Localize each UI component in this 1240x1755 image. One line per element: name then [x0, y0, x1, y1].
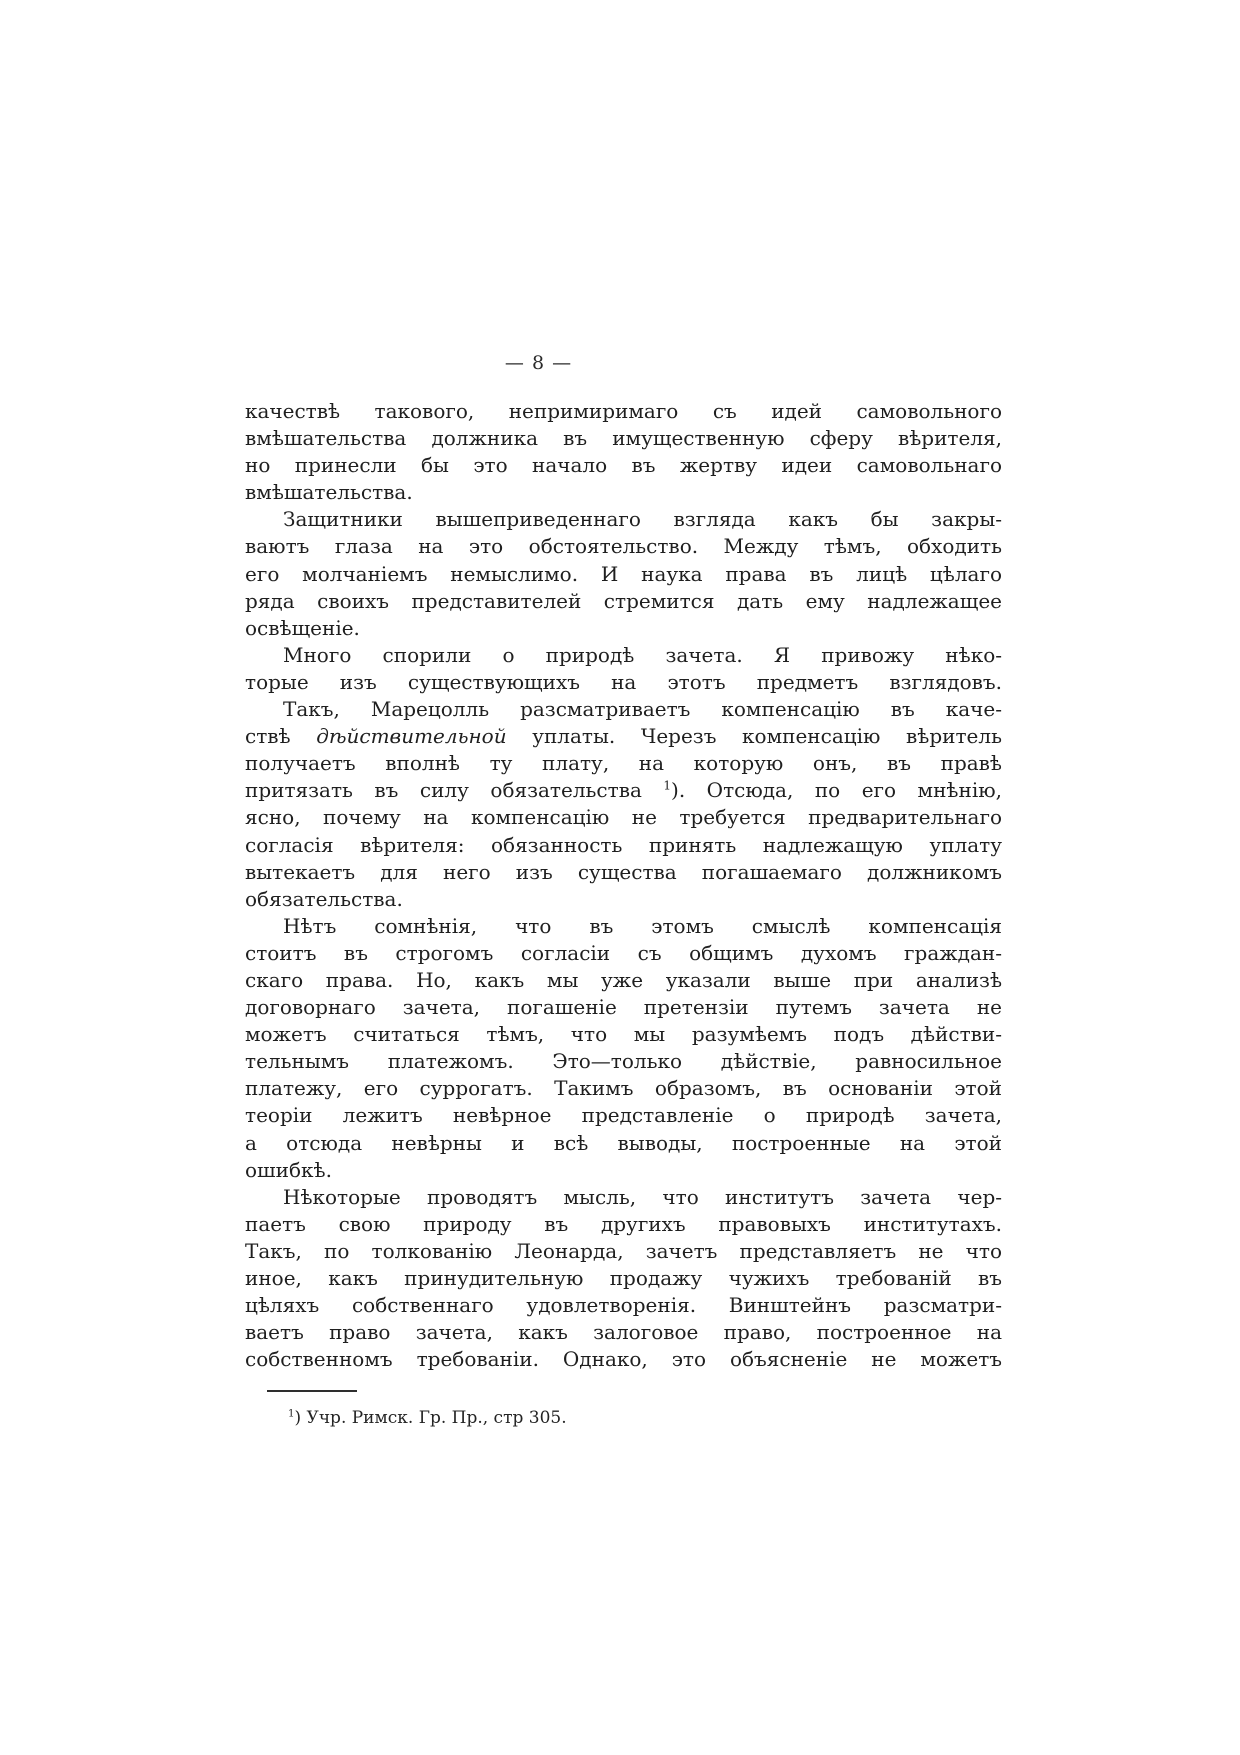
text-segment: тельнымъ платежомъ. Это—только дѣйствіе, равносильное: [245, 1049, 1002, 1074]
emphasized-text: дѣйствительной: [316, 724, 507, 749]
text-segment: цѣляхъ собственнаго удовлетворенія. Винштейнъ разсматри-: [245, 1293, 1002, 1318]
text-line: [245, 588, 1002, 615]
text-segment: уплаты. Черезъ компенсацію вѣритель: [506, 724, 1002, 749]
text-line: [245, 913, 1002, 940]
text-segment: собственномъ требованіи. Однако, это объясненіе не можетъ: [245, 1347, 1002, 1372]
text-line: [245, 1021, 1002, 1048]
text-line: [245, 723, 1002, 750]
footnote-marker: 1: [288, 1408, 295, 1420]
paragraph: [245, 696, 1002, 913]
text-line: [245, 777, 1002, 804]
text-block: [245, 398, 1002, 1373]
text-segment: притязать въ силу обязательства: [245, 778, 664, 803]
text-segment: вытекаетъ для него изъ существа погашаемаго должникомъ: [245, 859, 1002, 884]
text-line: [245, 452, 1002, 479]
text-line: [245, 940, 1002, 967]
footnote-paren: ): [294, 1408, 307, 1429]
text-segment: Такъ, по толкованію Леонарда, зачетъ представляетъ не что: [245, 1238, 1002, 1263]
text-line: [245, 533, 1002, 560]
text-line: [245, 1130, 1002, 1157]
text-line: [245, 804, 1002, 831]
paragraph: [245, 398, 1002, 506]
text-segment: но принесли бы это начало въ жертву идеи самовольнаго: [245, 453, 1002, 478]
text-segment: договорнаго зачета, погашеніе претензіи путемъ зачета не: [245, 995, 1002, 1020]
text-line: [245, 642, 1002, 669]
text-line: [245, 398, 1002, 425]
text-line: [245, 1184, 1002, 1211]
text-line: [245, 1048, 1002, 1075]
paragraph: [245, 913, 1002, 1184]
text-line: [245, 669, 1002, 696]
footnote-separator: [267, 1390, 357, 1392]
text-segment: а отсюда невѣрны и всѣ выводы, построенные на этой: [245, 1130, 1002, 1155]
text-line: [245, 696, 1002, 723]
book-page: [245, 352, 1002, 1430]
text-segment: его молчаніемъ немыслимо. И наука права въ лицѣ цѣлаго: [245, 561, 1002, 586]
text-line: [245, 994, 1002, 1021]
text-segment: согласія вѣрителя: обязанность принять надлежащую уплату: [245, 832, 1002, 857]
text-segment: скаго права. Но, какъ мы уже указали выше при анализѣ: [245, 967, 1002, 992]
text-line: [245, 615, 1002, 642]
text-segment: ошибкѣ.: [245, 1157, 332, 1182]
text-line: [245, 1292, 1002, 1319]
text-segment: обязательства.: [245, 886, 403, 911]
text-line: [245, 1265, 1002, 1292]
text-segment: Защитники вышеприведеннаго взгляда какъ бы закры-: [283, 507, 1002, 532]
text-line: [245, 886, 1002, 913]
text-segment: качествѣ такового, непримиримаго съ идей самовольного: [245, 399, 1002, 423]
text-line: [245, 1102, 1002, 1129]
text-segment: ряда своихъ представителей стремится дать ему надлежащее: [245, 588, 1002, 613]
text-segment: Такъ, Марецолль разсматриваетъ компенсацію въ каче-: [283, 697, 1002, 722]
footnote-text: Учр. Римск. Гр. Пр., стр 305.: [306, 1408, 567, 1429]
text-segment: ясно, почему на компенсацію не требуется предварительнаго: [245, 805, 1002, 830]
text-segment: ваютъ глаза на это обстоятельство. Между тѣмъ, обходить: [245, 534, 1002, 559]
text-line: [245, 750, 1002, 777]
text-segment: стоитъ въ строгомъ согласіи съ общимъ духомъ граждан-: [245, 940, 1002, 965]
text-line: [245, 425, 1002, 452]
text-segment: освѣщеніе.: [245, 615, 360, 640]
text-line: [245, 479, 1002, 506]
text-segment: ваетъ право зачета, какъ залоговое право, построенное на: [245, 1320, 1002, 1345]
text-line: [245, 1238, 1002, 1265]
text-segment: паетъ свою природу въ другихъ правовыхъ институтахъ.: [245, 1211, 1002, 1236]
text-segment: платежу, его суррогатъ. Такимъ образомъ, въ основаніи этой: [245, 1076, 1002, 1101]
text-segment: иное, какъ принудительную продажу чужихъ требованій въ: [245, 1266, 1002, 1290]
text-line: [245, 1319, 1002, 1346]
text-line: [245, 1075, 1002, 1102]
text-line: [245, 832, 1002, 859]
text-segment: Нѣтъ сомнѣнія, что въ этомъ смыслѣ компенсація: [283, 913, 1002, 938]
text-line: [245, 967, 1002, 994]
footnote: [245, 1406, 1002, 1430]
paragraph: [245, 1184, 1002, 1374]
text-line: [245, 1157, 1002, 1184]
paragraph: [245, 642, 1002, 696]
text-segment: ствѣ: [245, 724, 317, 749]
text-line: [245, 859, 1002, 886]
text-segment: теоріи лежитъ невѣрное представленіе о природѣ зачета,: [245, 1103, 1002, 1128]
text-segment: Нѣкоторые проводятъ мысль, что институтъ зачета чер-: [283, 1184, 1002, 1209]
text-line: [245, 561, 1002, 588]
text-segment: Много спорили о природѣ зачета. Я привожу нѣко-: [283, 642, 1002, 667]
text-segment: получаетъ вполнѣ ту плату, на которую онъ, въ правѣ: [245, 751, 1002, 776]
text-line: [245, 1346, 1002, 1373]
footnote-reference: 1: [663, 778, 672, 793]
text-segment: ). Отсюда, по его мнѣнію,: [671, 778, 1002, 803]
page-number: — 8 —: [504, 352, 573, 374]
paragraph: [245, 506, 1002, 641]
text-segment: можетъ считаться тѣмъ, что мы разумѣемъ подъ дѣйстви-: [245, 1022, 1002, 1047]
text-line: [245, 506, 1002, 533]
text-segment: вмѣшательства.: [245, 480, 413, 505]
text-segment: вмѣшательства должника въ имущественную сферу вѣрителя,: [245, 426, 1002, 451]
text-line: [245, 1211, 1002, 1238]
text-segment: торые изъ существующихъ на этотъ предметъ взглядовъ.: [245, 669, 1002, 694]
